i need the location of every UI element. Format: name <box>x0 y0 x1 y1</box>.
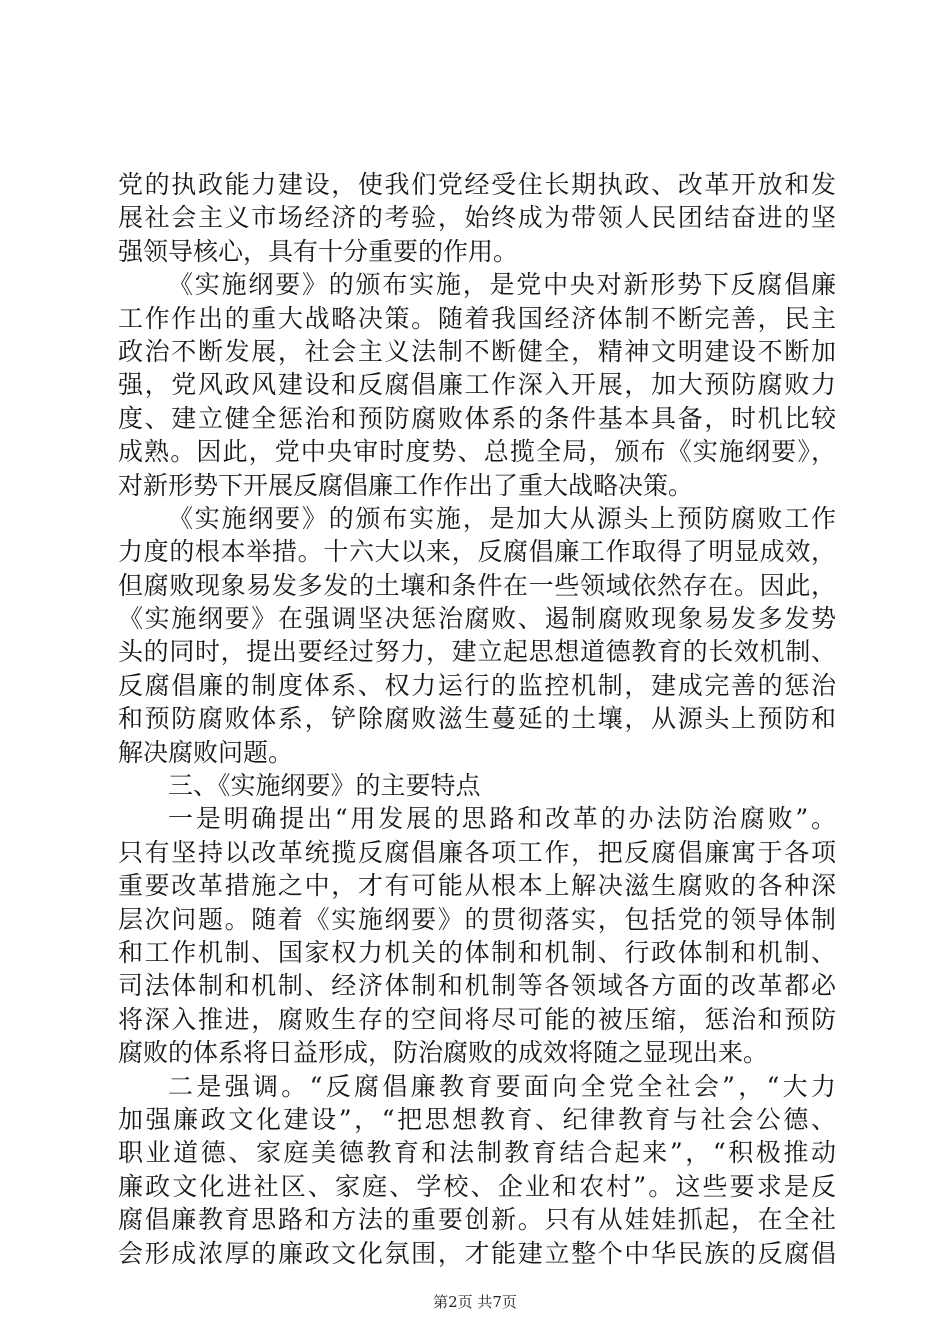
text-line: 将深入推进，腐败生存的空间将尽可能的被压缩，惩治和预防 <box>118 1004 836 1034</box>
text-line: 腐败的体系将日益形成，防治腐败的成效将随之显现出来。 <box>118 1038 769 1068</box>
text-line: 《实施纲要》在强调坚决惩治腐败、遏制腐败现象易发多发势 <box>118 604 836 634</box>
text-line: 腐倡廉教育思路和方法的重要创新。只有从娃娃抓起，在全社 <box>118 1205 836 1235</box>
paragraph-start-line: 《实施纲要》的颁布实施，是党中央对新形势下反腐倡廉 <box>168 270 836 300</box>
text-line: 层次问题。随着《实施纲要》的贯彻落实，包括党的领导体制 <box>118 904 836 934</box>
text-line: 会形成浓厚的廉政文化氛围，才能建立整个中华民族的反腐倡 <box>118 1238 836 1268</box>
text-line: 重要改革措施之中，才有可能从根本上解决滋生腐败的各种深 <box>118 871 836 901</box>
text-line: 反腐倡廉的制度体系、权力运行的监控机制，建成完善的惩治 <box>118 670 836 700</box>
text-line: 政治不断发展，社会主义法制不断健全，精神文明建设不断加 <box>118 336 836 366</box>
text-line: 头的同时，提出要经过努力，建立起思想道德教育的长效机制、 <box>118 637 836 667</box>
text-line: 强，党风政风建设和反腐倡廉工作深入开展，加大预防腐败力 <box>118 370 836 400</box>
text-line: 工作作出的重大战略决策。随着我国经济体制不断完善，民主 <box>118 303 836 333</box>
text-line: 职业道德、家庭美德教育和法制教育结合起来”，“积极推动 <box>118 1138 836 1168</box>
section-heading: 三、《实施纲要》的主要特点 <box>168 771 481 801</box>
text-line: 展社会主义市场经济的考验，始终成为带领人民团结奋进的坚 <box>118 203 836 233</box>
text-line: 廉政文化进社区、家庭、学校、企业和农村”。这些要求是反 <box>118 1171 836 1201</box>
text-line: 力度的根本举措。十六大以来，反腐倡廉工作取得了明显成效， <box>118 537 836 567</box>
text-line: 司法体制和机制、经济体制和机制等各领域各方面的改革都必 <box>118 971 836 1001</box>
text-line: 只有坚持以改革统揽反腐倡廉各项工作，把反腐倡廉寓于各项 <box>118 837 836 867</box>
text-line: 加强廉政文化建设”，“把思想教育、纪律教育与社会公德、 <box>118 1104 836 1134</box>
text-line: 度、建立健全惩治和预防腐败体系的条件基本具备，时机比较 <box>118 403 836 433</box>
paragraph-start-line: 一是明确提出“用发展的思路和改革的办法防治腐败”。 <box>168 804 836 834</box>
text-line: 强领导核心，具有十分重要的作用。 <box>118 236 519 266</box>
page-number-footer: 第2页 共7页 <box>433 1293 517 1311</box>
text-line: 党的执政能力建设，使我们党经受住长期执政、改革开放和发 <box>118 170 836 199</box>
document-body <box>118 168 836 1270</box>
paragraph-start-line: 二是强调。“反腐倡廉教育要面向全党全社会”，“大力 <box>168 1071 836 1101</box>
text-line: 但腐败现象易发多发的土壤和条件在一些领域依然存在。因此， <box>118 570 836 600</box>
paragraph-start-line: 《实施纲要》的颁布实施，是加大从源头上预防腐败工作 <box>168 503 836 533</box>
text-line: 和工作机制、国家权力机关的体制和机制、行政体制和机制、 <box>118 937 836 967</box>
text-line: 解决腐败问题。 <box>118 737 294 767</box>
text-line: 和预防腐败体系，铲除腐败滋生蔓延的土壤，从源头上预防和 <box>118 704 836 734</box>
text-line: 成熟。因此，党中央审时度势、总揽全局，颁布《实施纲要》， <box>118 437 836 467</box>
text-line: 对新形势下开展反腐倡廉工作作出了重大战略决策。 <box>118 470 694 500</box>
